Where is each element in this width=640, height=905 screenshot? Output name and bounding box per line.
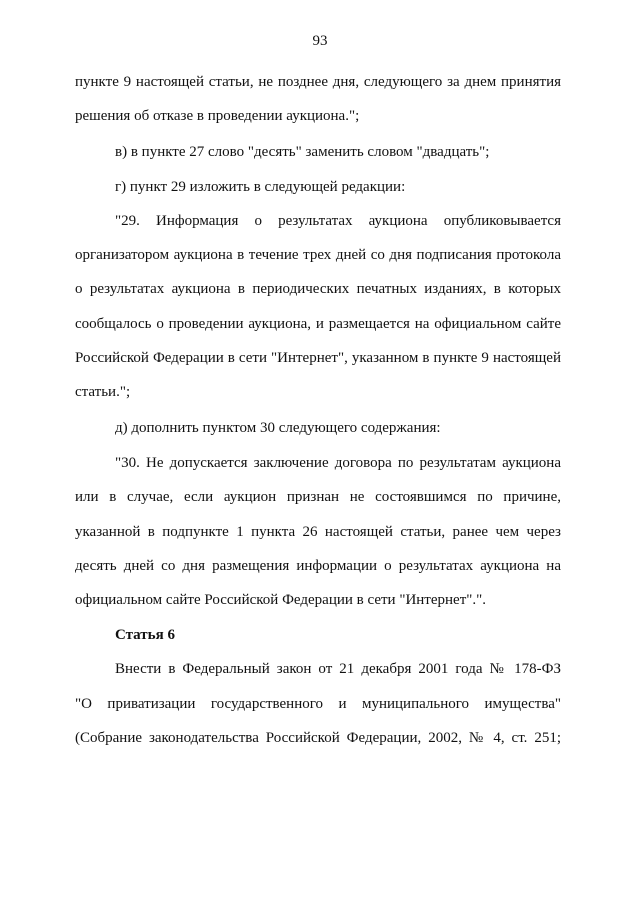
- text-line: указанной в подпункте 1 пункта 26 настоящей статьи, ранее чем через: [75, 524, 561, 540]
- text-line: решения об отказе в проведении аукциона.";: [75, 108, 360, 124]
- text-line: "29. Информация о результатах аукциона опубликовывается: [115, 213, 561, 229]
- text-line: (Собрание законодательства Российской Федерации, 2002, № 4, ст. 251;: [75, 730, 561, 746]
- text-line: "О приватизации государственного и муниципального имущества": [75, 696, 561, 712]
- text-line: в) в пункте 27 слово "десять" заменить словом "двадцать";: [115, 144, 490, 160]
- text-line: г) пункт 29 изложить в следующей редакции:: [115, 179, 406, 195]
- text-line: десять дней со дня размещения информации о результатах аукциона на: [75, 558, 561, 574]
- text-line: официальном сайте Российской Федерации в сети "Интернет".".: [75, 592, 486, 608]
- text-line: д) дополнить пунктом 30 следующего содержания:: [115, 420, 441, 436]
- article-heading: Статья 6: [115, 627, 175, 643]
- text-line: пункте 9 настоящей статьи, не позднее дня, следующего за днем принятия: [75, 74, 561, 90]
- text-line: Внести в Федеральный закон от 21 декабря 2001 года № 178-ФЗ: [115, 661, 561, 677]
- text-line: или в случае, если аукцион признан не состоявшимся по причине,: [75, 489, 561, 505]
- page-number: 93: [312, 33, 328, 49]
- text-line: статьи.";: [75, 384, 131, 400]
- text-line: "30. Не допускается заключение договора по результатам аукциона: [115, 455, 561, 471]
- text-line: сообщалось о проведении аукциона, и размещается на официальном сайте: [75, 316, 561, 332]
- text-line: организатором аукциона в течение трех дней со дня подписания протокола: [75, 247, 561, 263]
- text-line: о результатах аукциона в периодических печатных изданиях, в которых: [75, 281, 561, 297]
- text-line: Российской Федерации в сети "Интернет", указанном в пункте 9 настоящей: [75, 350, 561, 366]
